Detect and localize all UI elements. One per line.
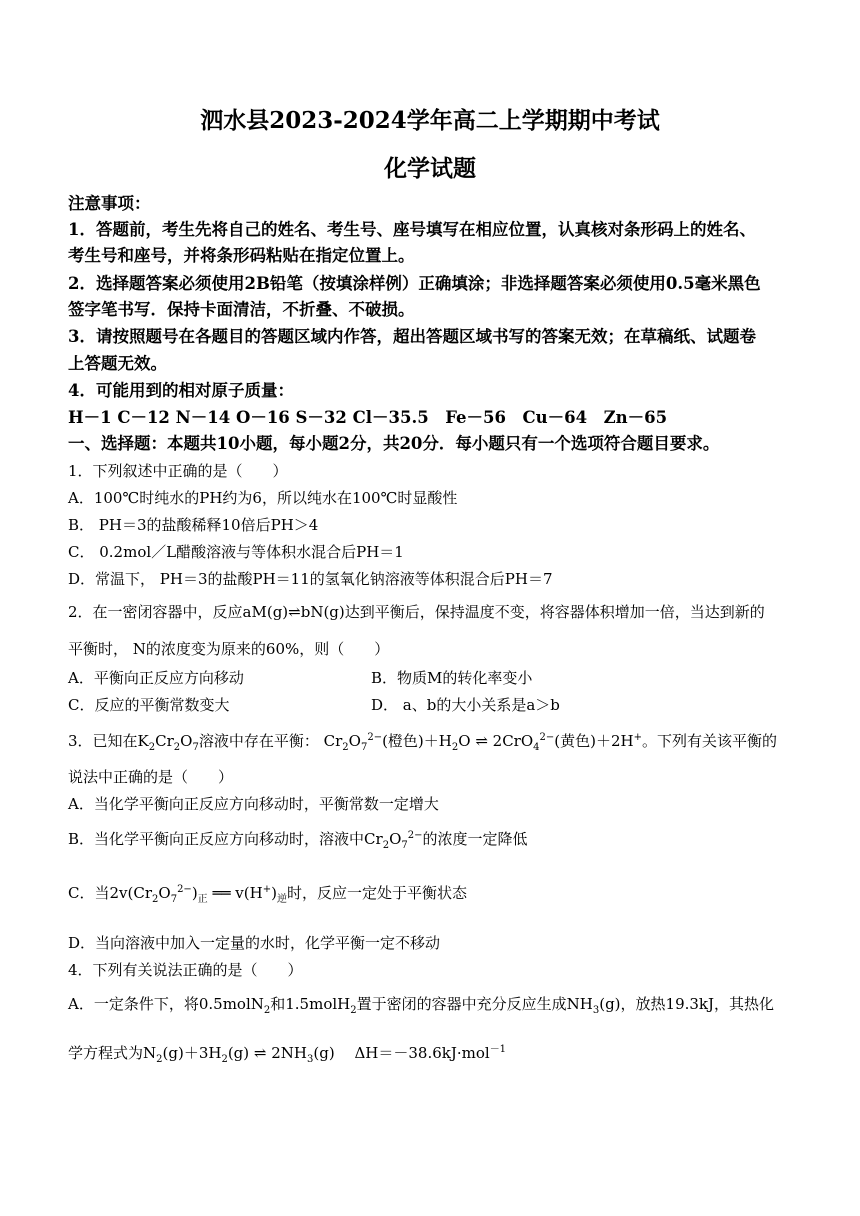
q4-stem: 4．下列有关说法正确的是（ ）	[68, 961, 303, 979]
q1-option-a: A．100℃时纯水的PH约为6，所以纯水在100℃时显酸性	[68, 489, 458, 507]
q1-stem: 1．下列叙述中正确的是（ ）	[68, 462, 288, 480]
q3-stem-1: 3．已知在$K_2Cr_2O_7$溶液中存在平衡： $Cr_2O_7^{2-}$(橙色)$+H_2O$ ⇌ 2CrO$_4^{2-}$(黄色)＋2H+。下列有关该平衡的	[68, 732, 778, 753]
exam-title: 泗水县2023-2024学年高二上学期期中考试	[200, 107, 660, 134]
q2-stem-2: 平衡时， N的浓度变为原来的60%，则（ ）	[68, 640, 390, 658]
atomic-masses: H－1 C－12 N－14 O－16 S－32 Cl－35.5 Fe－56 Cu－64 Zn－65	[68, 408, 668, 427]
q2-option-b: B．物质M的转化率变小	[371, 669, 533, 687]
notice-item-1a: 1．答题前，考生先将自己的姓名、考生号、座号填写在相应位置，认真核对条形码上的姓名、	[68, 220, 756, 239]
notice-item-2a: 2．选择题答案必须使用2B铅笔（按填涂样例）正确填涂；非选择题答案必须使用0.5毫米黑色	[68, 274, 761, 293]
q2-option-c: C．反应的平衡常数变大	[68, 696, 230, 714]
q1-option-c: C． 0.2mol／L醋酸溶液与等体积水混合后PH＝1	[68, 543, 404, 561]
section-heading: 一、选择题：本题共10小题，每小题2分，共20分．每小题只有一个选项符合题目要求。	[68, 434, 720, 453]
q2-option-d: D． a、b的大小关系是a＞b	[371, 696, 560, 714]
q4-option-a-2: 学方程式为$N_2(g)+3H_2(g)$ ⇌ $2NH_3(g)$ ΔH＝－38.6kJ·mol$^{-1}$	[68, 1044, 507, 1065]
q2-stem-1: 2．在一密闭容器中，反应aM(g)⇌bN(g)达到平衡后，保持温度不变，将容器体积增加一倍，当达到新的	[68, 603, 765, 621]
q1-option-b: B． PH＝3的盐酸稀释10倍后PH＞4	[68, 516, 319, 534]
notice-item-3b: 上答题无效。	[68, 354, 167, 373]
q2-option-a: A．平衡向正反应方向移动	[68, 669, 244, 687]
q4-option-a-1: A．一定条件下，将0.5molN$_2$和1.5molH$_2$置于密闭的容器中充分反应生成$NH_3(g)$，放热19.3kJ，其热化	[68, 995, 775, 1016]
notice-item-3a: 3．请按照题号在各题目的答题区域内作答，超出答题区域书写的答案无效；在草稿纸、试题卷	[68, 327, 756, 346]
notice-item-4: 4．可能用到的相对原子质量：	[68, 381, 294, 400]
notice-item-2b: 签字笔书写．保持卡面清洁，不折叠、不破损。	[68, 300, 415, 319]
notice-heading: 注意事项：	[68, 194, 151, 213]
exam-subtitle: 化学试题	[384, 155, 476, 182]
q1-option-d: D．常温下， PH＝3的盐酸PH＝11的氢氧化钠溶液等体积混合后PH＝7	[68, 570, 553, 588]
q3-stem-2: 说法中正确的是（ ）	[68, 768, 234, 786]
q3-option-c: C．当$2v(Cr_2O_7^{2-})_正$ ══ $v(H^+)_逆$时，反应一定处于平衡状态	[68, 884, 467, 905]
notice-item-1b: 考生号和座号，并将条形码粘贴在指定位置上。	[68, 246, 415, 265]
q3-option-b: B．当化学平衡向正反应方向移动时，溶液中$Cr_2O_7^{2-}$的浓度一定降低	[68, 830, 528, 851]
q3-option-a: A．当化学平衡向正反应方向移动时，平衡常数一定增大	[68, 795, 439, 813]
q3-option-d: D．当向溶液中加入一定量的水时，化学平衡一定不移动	[68, 934, 441, 952]
